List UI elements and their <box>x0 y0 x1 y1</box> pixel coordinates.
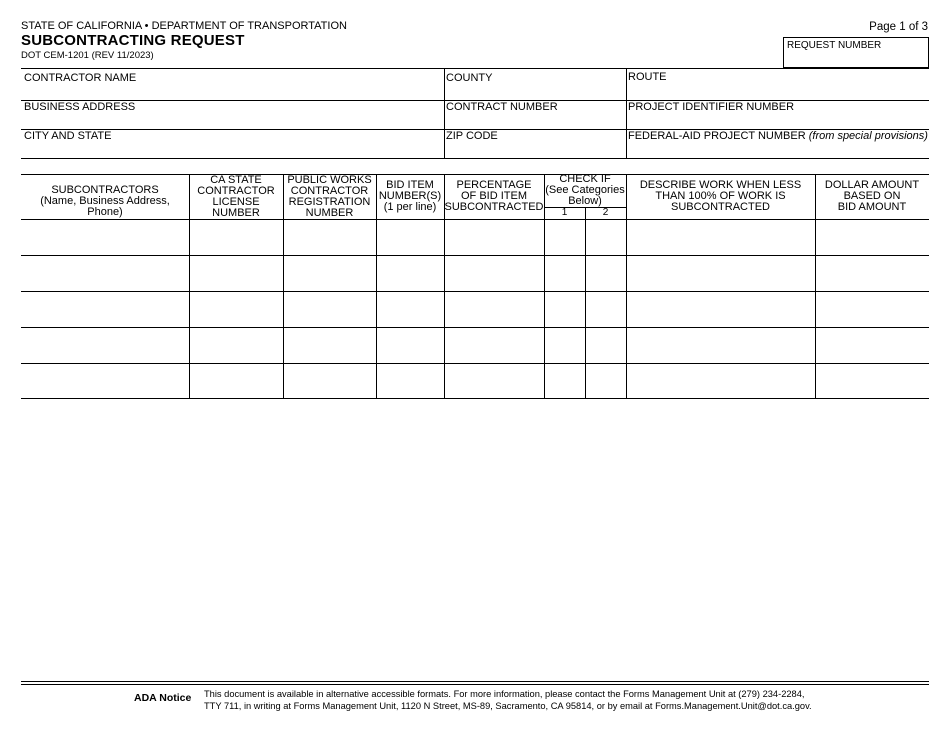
header-dollar-amount <box>815 180 929 213</box>
header-line: BASED ON <box>843 190 901 202</box>
county-label: COUNTY <box>446 72 493 84</box>
business-address-field[interactable] <box>21 101 444 129</box>
zip-code-label: ZIP CODE <box>446 130 498 142</box>
route-label: ROUTE <box>628 71 667 83</box>
dollar-amount-cell[interactable] <box>816 364 929 398</box>
footer-rule <box>21 684 929 685</box>
header-line: REGISTRATION <box>288 196 371 208</box>
ada-notice-text <box>204 688 924 712</box>
check-category-1-cell[interactable] <box>545 364 585 398</box>
federal-aid-label-text: FEDERAL-AID PROJECT NUMBER <box>628 130 806 142</box>
header-line: (See Categories <box>545 184 625 196</box>
registration-number-cell[interactable] <box>284 256 376 291</box>
license-number-cell[interactable] <box>190 328 283 363</box>
ada-notice-line: TTY 711, in writing at Forms Management Unit, 1120 N Street, MS-89, Sacramento, CA 95814, or by email at Forms.Management.Unit@dot.ca.gov. <box>204 701 812 711</box>
header-describe-work <box>626 180 815 213</box>
header-line: (1 per line) <box>383 201 437 213</box>
header-check-category-2: 2 <box>602 207 609 218</box>
subcontractor-cell[interactable] <box>22 364 189 398</box>
describe-work-cell[interactable] <box>627 364 815 398</box>
percentage-cell[interactable] <box>445 292 544 327</box>
fields-rule <box>21 158 929 159</box>
header-line: CHECK IF <box>559 173 611 185</box>
percentage-cell[interactable] <box>445 328 544 363</box>
bid-item-number-cell[interactable] <box>377 220 444 255</box>
percentage-cell[interactable] <box>445 256 544 291</box>
header-line: NUMBER(S) <box>378 190 442 202</box>
header-line: (Name, Business Address, Phone) <box>40 195 170 218</box>
dollar-amount-cell[interactable] <box>816 292 929 327</box>
license-number-cell[interactable] <box>190 256 283 291</box>
contractor-name-label: CONTRACTOR NAME <box>24 72 137 84</box>
header-line: Below) <box>568 195 602 207</box>
ada-notice-line: This document is available in alternative accessible formats. For more information, please contact the Forms Management Unit at (279) 234-2284, <box>204 689 805 699</box>
subcontractor-cell[interactable] <box>22 328 189 363</box>
dollar-amount-cell[interactable] <box>816 220 929 255</box>
table-top-rule <box>21 174 929 175</box>
registration-number-cell[interactable] <box>284 220 376 255</box>
bid-item-number-cell[interactable] <box>377 292 444 327</box>
header-bid-item-number <box>376 180 444 213</box>
check-category-1-cell[interactable] <box>545 292 585 327</box>
dollar-amount-cell[interactable] <box>816 328 929 363</box>
header-line: SUBCONTRACTORS <box>51 184 159 196</box>
city-state-label: CITY AND STATE <box>24 130 112 142</box>
header-license-number <box>189 175 283 219</box>
footer-rule <box>21 681 929 682</box>
zip-code-field[interactable] <box>445 130 626 158</box>
subcontractor-cell[interactable] <box>22 256 189 291</box>
license-number-cell[interactable] <box>190 364 283 398</box>
header-check-if <box>544 174 626 207</box>
check-category-1-cell[interactable] <box>545 256 585 291</box>
contract-number-label: CONTRACT NUMBER <box>446 101 558 113</box>
registration-number-cell[interactable] <box>284 292 376 327</box>
check-category-2-cell[interactable] <box>586 292 626 327</box>
route-field[interactable] <box>627 69 929 100</box>
header-percentage <box>444 180 544 213</box>
contract-number-field[interactable] <box>445 101 626 129</box>
header-line: DESCRIBE WORK WHEN LESS <box>639 179 802 191</box>
federal-aid-label <box>628 130 928 142</box>
subcontractor-cell[interactable] <box>22 220 189 255</box>
header-line: PERCENTAGE <box>456 179 532 191</box>
describe-work-cell[interactable] <box>627 292 815 327</box>
business-address-label: BUSINESS ADDRESS <box>24 101 136 113</box>
check-category-1-cell[interactable] <box>545 220 585 255</box>
describe-work-cell[interactable] <box>627 220 815 255</box>
federal-aid-field[interactable] <box>627 130 929 158</box>
header-line: LICENSE <box>212 196 260 208</box>
header-check-category-1: 1 <box>561 207 568 218</box>
header-line: PUBLIC WORKS <box>287 174 372 186</box>
city-state-field[interactable] <box>21 130 444 158</box>
header-registration-number <box>283 175 376 219</box>
project-identifier-field[interactable] <box>627 101 929 129</box>
request-number-label: REQUEST NUMBER <box>787 40 882 51</box>
dollar-amount-cell[interactable] <box>816 256 929 291</box>
header-line: CONTRACTOR <box>197 185 275 197</box>
bid-item-number-cell[interactable] <box>377 256 444 291</box>
header-line: BID ITEM <box>386 179 434 191</box>
registration-number-cell[interactable] <box>284 364 376 398</box>
describe-work-cell[interactable] <box>627 256 815 291</box>
check-category-2-cell[interactable] <box>586 364 626 398</box>
license-number-cell[interactable] <box>190 220 283 255</box>
header-line: NUMBER <box>305 207 354 219</box>
header-line: CA STATE <box>210 174 262 186</box>
table-bottom-rule <box>21 398 929 399</box>
header-line: THAN 100% OF WORK IS <box>655 190 786 202</box>
bid-item-number-cell[interactable] <box>377 328 444 363</box>
county-field[interactable] <box>445 69 626 100</box>
header-subcontractors <box>21 185 189 218</box>
license-number-cell[interactable] <box>190 292 283 327</box>
header-line: DOLLAR AMOUNT <box>824 179 920 191</box>
header-line: SUBCONTRACTED <box>444 201 544 213</box>
agency-name: STATE OF CALIFORNIA • DEPARTMENT OF TRANSPORTATION <box>21 20 347 32</box>
header-line: NUMBER <box>212 207 260 219</box>
bid-item-number-cell[interactable] <box>377 364 444 398</box>
form-title: SUBCONTRACTING REQUEST <box>21 32 245 49</box>
percentage-cell[interactable] <box>445 364 544 398</box>
describe-work-cell[interactable] <box>627 328 815 363</box>
header-line: CONTRACTOR <box>290 185 369 197</box>
form-number: DOT CEM-1201 (REV 11/2023) <box>21 50 154 61</box>
subcontractor-cell[interactable] <box>22 292 189 327</box>
registration-number-cell[interactable] <box>284 328 376 363</box>
header-line: BID AMOUNT <box>837 201 907 213</box>
percentage-cell[interactable] <box>445 220 544 255</box>
check-category-2-cell[interactable] <box>586 328 626 363</box>
contractor-name-field[interactable] <box>21 69 444 100</box>
header-line: OF BID ITEM <box>461 190 527 202</box>
project-identifier-label: PROJECT IDENTIFIER NUMBER <box>628 101 795 113</box>
check-category-2-cell[interactable] <box>586 256 626 291</box>
header-line: SUBCONTRACTED <box>670 201 770 213</box>
page-number: Page 1 of 3 <box>869 21 928 33</box>
check-category-1-cell[interactable] <box>545 328 585 363</box>
ada-notice-title: ADA Notice <box>134 692 192 704</box>
check-category-2-cell[interactable] <box>586 220 626 255</box>
federal-aid-note: (from special provisions) <box>808 130 928 142</box>
